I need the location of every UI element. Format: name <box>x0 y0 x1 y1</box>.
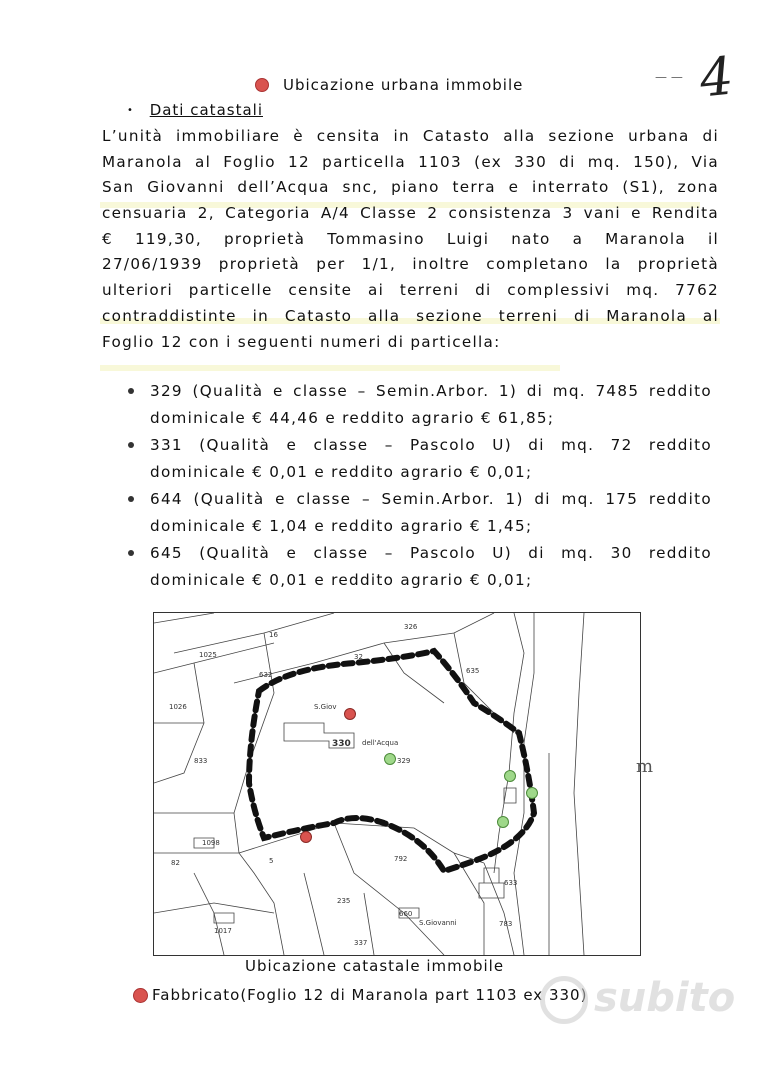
paragraph-line: Foglio 12 con i seguenti numeri di particella: <box>102 332 501 351</box>
paragraph-line: censuaria 2, Categoria A/4 Classe 2 consistenza 3 vani e Rendita <box>102 204 719 223</box>
map-label: 330 <box>332 739 351 749</box>
watermark-logo-icon <box>540 976 588 1024</box>
cadastral-map <box>153 612 641 956</box>
parcel-line: dominicale € 1,04 e reddito agrario € 1,45; <box>150 517 533 535</box>
map-label: 1025 <box>199 651 217 659</box>
margin-note: m <box>636 756 654 777</box>
map-caption: Ubicazione catastale immobile <box>245 957 505 975</box>
map-label: 5 <box>269 857 274 865</box>
section-title <box>255 76 523 94</box>
watermark-text: subito <box>594 975 736 1021</box>
map-label: 1017 <box>214 927 232 935</box>
parcel-item <box>126 378 712 432</box>
land-parcel-marker-icon <box>527 788 538 799</box>
parcel-list <box>126 378 712 594</box>
handwritten-page-number: 4 <box>696 46 737 110</box>
paragraph-line: ulteriori particelle censite ai terreni di complessivi mq. 7762 <box>102 281 719 300</box>
map-label: 16 <box>269 631 278 639</box>
map-label: 792 <box>394 855 408 863</box>
list-bullet-icon <box>128 442 134 448</box>
map-label: 633 <box>504 879 518 887</box>
legend-label: Fabbricato(Foglio 12 di Maranola part 1103 ex 330) <box>152 986 588 1004</box>
parcel-line: 331 (Qualità e classe – Pascolo U) di mq. 72 reddito <box>150 436 712 454</box>
building-marker-icon <box>301 832 312 843</box>
building-legend-icon <box>133 988 148 1003</box>
highlight-mark <box>100 365 560 371</box>
cadastral-paragraph <box>102 124 719 355</box>
subsection-bullet: • <box>127 105 134 116</box>
paragraph-line: 27/06/1939 proprietà per 1/1, inoltre completano la proprietà <box>102 255 719 274</box>
parcel-line: dominicale € 0,01 e reddito agrario € 0,01; <box>150 571 533 589</box>
paragraph-line: L’unità immobiliare è censita in Catasto alla sezione urbana di <box>102 127 719 145</box>
map-label: 235 <box>337 897 351 905</box>
parcel-line: 644 (Qualità e classe – Semin.Arbor. 1) di mq. 175 reddito <box>150 490 712 508</box>
map-label: 326 <box>404 623 418 631</box>
building-marker-icon <box>345 709 356 720</box>
watermark <box>540 975 735 1024</box>
land-parcel-marker-icon <box>498 817 509 828</box>
map-label: S.Giov <box>314 703 337 711</box>
map-label: 32 <box>354 653 363 661</box>
list-bullet-icon <box>128 388 134 394</box>
cadastral-map-drawing <box>154 613 640 955</box>
map-label: 1098 <box>202 839 220 847</box>
paragraph-line: contraddistinte in Catasto alla sezione terreni di Maranola al <box>102 306 719 325</box>
land-parcel-marker-icon <box>385 754 396 765</box>
map-label: 783 <box>499 920 513 928</box>
parcel-item <box>126 486 712 540</box>
parcel-item <box>126 432 712 486</box>
map-label: dell'Acqua <box>362 739 399 747</box>
map-label: 337 <box>354 939 368 947</box>
map-label: 635 <box>466 667 480 675</box>
list-bullet-icon <box>128 496 134 502</box>
map-label: 329 <box>397 757 411 765</box>
map-legend <box>133 986 587 1004</box>
map-label: 660 <box>399 910 413 918</box>
parcel-line: dominicale € 0,01 e reddito agrario € 0,01; <box>150 463 533 481</box>
land-parcel-marker-icon <box>505 771 516 782</box>
paragraph-line: € 119,30, proprietà Tommasino Luigi nato a Maranola il <box>102 229 719 248</box>
parcel-item <box>126 540 712 594</box>
parcel-line: 645 (Qualità e classe – Pascolo U) di mq. 30 reddito <box>150 544 712 562</box>
section-title-text: Ubicazione urbana immobile <box>283 76 524 94</box>
subsection-heading <box>127 101 263 119</box>
list-bullet-icon <box>128 550 134 556</box>
map-label: 1026 <box>169 703 187 711</box>
map-label: S.Giovanni <box>419 919 457 927</box>
red-bullet-icon <box>255 78 269 92</box>
map-label: 833 <box>194 757 208 765</box>
paragraph-line: San Giovanni dell’Acqua snc, piano terra e interrato (S1), zona <box>102 178 719 197</box>
scan-mark: — — <box>655 70 683 84</box>
map-label: 632 <box>259 671 273 679</box>
parcel-line: dominicale € 44,46 e reddito agrario € 61,85; <box>150 409 555 427</box>
paragraph-line: Maranola al Foglio 12 particella 1103 (ex 330 di mq. 150), Via <box>102 152 719 171</box>
map-label: 82 <box>171 859 180 867</box>
parcel-line: 329 (Qualità e classe – Semin.Arbor. 1) di mq. 7485 reddito <box>150 382 712 400</box>
subsection-label: Dati catastali <box>149 101 263 119</box>
